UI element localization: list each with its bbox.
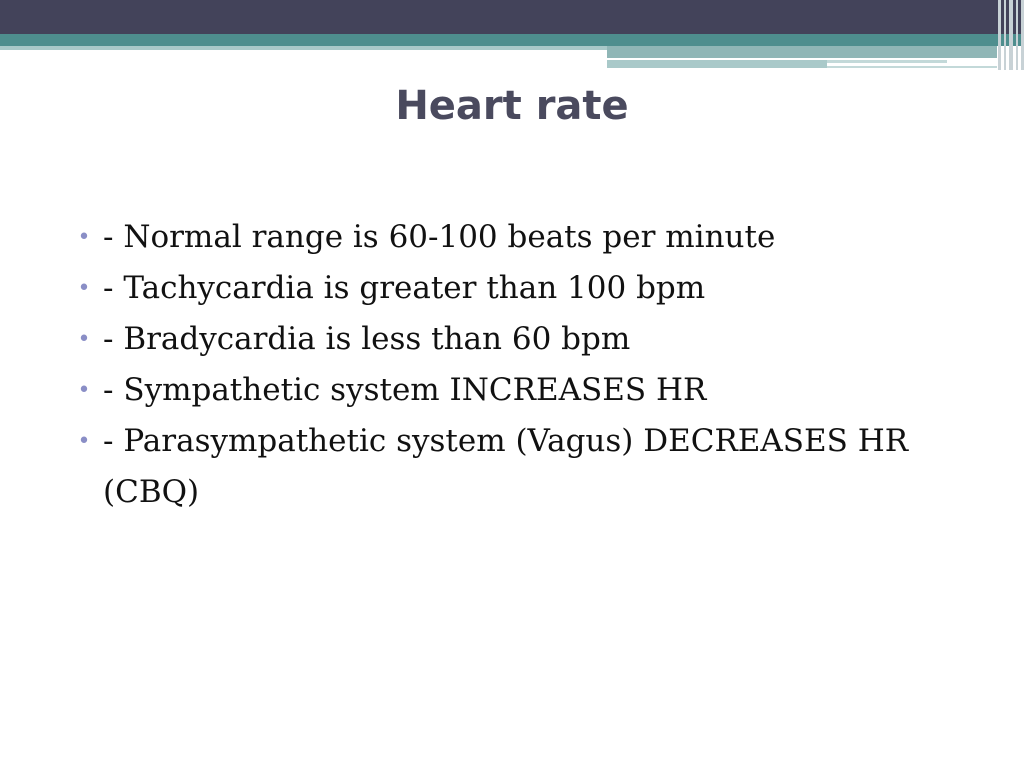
- bullet-text: - Bradycardia is less than 60 bpm: [103, 321, 631, 357]
- bullet-icon: •: [77, 225, 91, 250]
- header-band-light: [607, 60, 827, 68]
- bullet-icon: •: [77, 276, 91, 301]
- header-decorative-stripes: [996, 0, 1024, 70]
- bullet-icon: •: [77, 327, 91, 352]
- bullet-text: - Normal range is 60-100 beats per minute: [103, 219, 776, 255]
- header-band-light: [827, 66, 997, 68]
- list-item: [72, 365, 972, 416]
- bullet-text: - Parasympathetic system (Vagus) DECREASES HR (CBQ): [103, 423, 909, 510]
- slide-title: Heart rate: [395, 83, 629, 129]
- list-item: [72, 314, 972, 365]
- list-item: [72, 212, 972, 263]
- bullet-text: - Sympathetic system INCREASES HR: [103, 372, 707, 408]
- header-band-light: [607, 46, 997, 58]
- list-item: [72, 263, 972, 314]
- bullet-text: - Tachycardia is greater than 100 bpm: [103, 270, 706, 306]
- header-band-light: [827, 60, 947, 63]
- header-band-teal: [0, 34, 1024, 46]
- bullet-icon: •: [77, 378, 91, 403]
- bullet-list: [72, 212, 972, 518]
- list-item: [72, 416, 972, 518]
- bullet-icon: •: [77, 429, 91, 454]
- header-band-light: [0, 46, 607, 50]
- header-band-dark: [0, 0, 1024, 34]
